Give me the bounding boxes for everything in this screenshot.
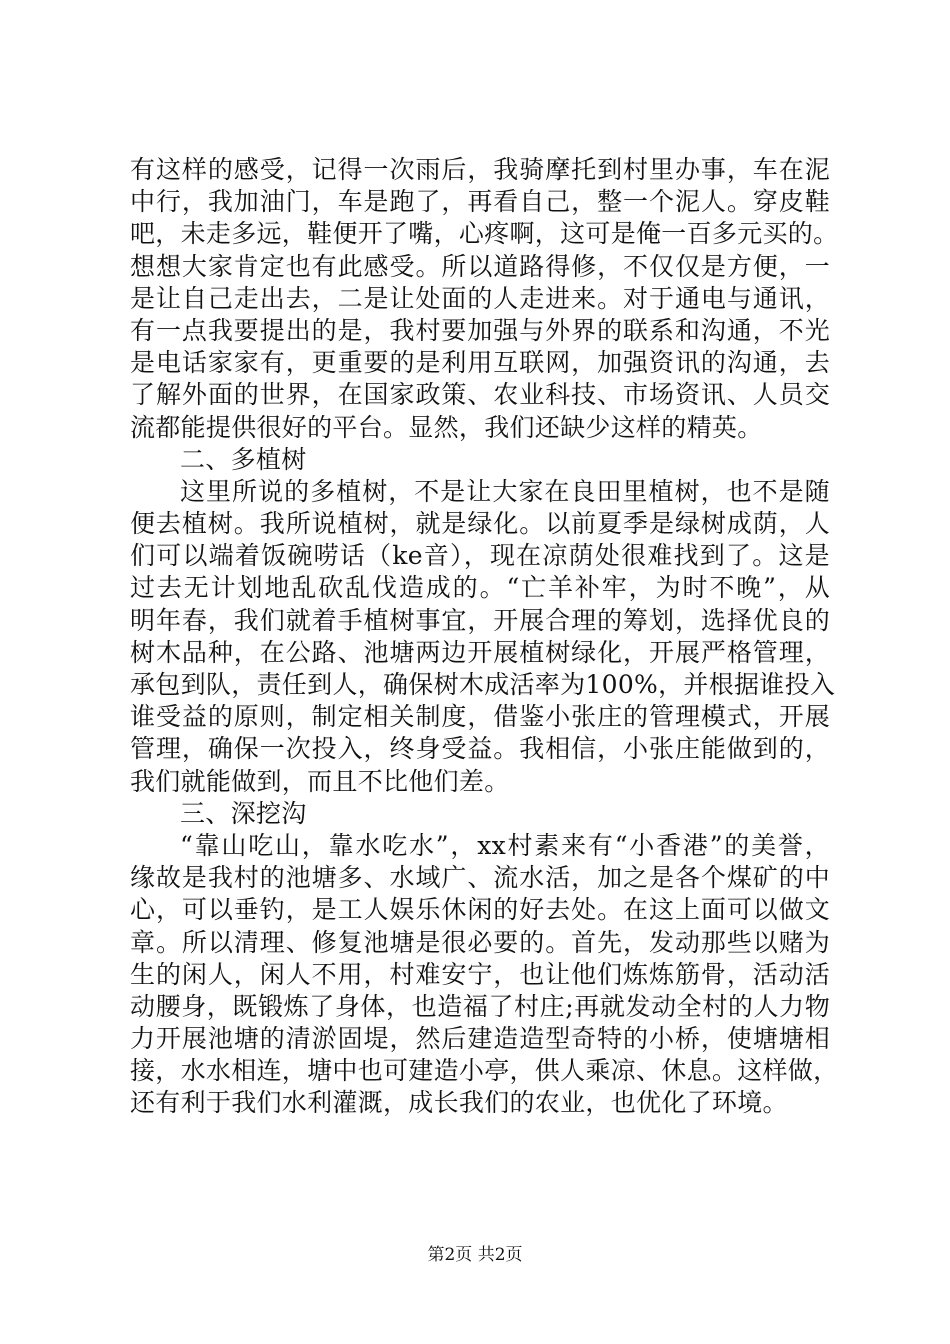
section-heading: 三、深挖沟 (180, 798, 307, 828)
text-line: 这里所说的多植树，不是让大家在良田里植树，也不是随 (180, 476, 830, 506)
text-line: 想想大家肯定也有此感受。所以道路得修，不仅仅是方便，一 (130, 251, 830, 281)
text-line: 我们就能做到，而且不比他们差。 (130, 766, 510, 796)
text-line: 管理，确保一次投入，终身受益。我相信，小张庄能做到的， (130, 734, 830, 764)
page-footer: 第2页 共2页 (427, 1245, 523, 1265)
text-line: 力开展池塘的清淤固堤，然后建造造型奇特的小桥，使塘塘相 (130, 1024, 830, 1054)
text-line: 有这样的感受，记得一次雨后，我骑摩托到村里办事，车在泥 (130, 155, 830, 184)
text-line: 是让自己走出去，二是让处面的人走进来。对于通电与通讯， (130, 283, 830, 313)
text-line: 树木品种，在公路、池塘两边开展植树绿化，开展严格管理， (130, 637, 830, 667)
text-line: 生的闲人，闲人不用，村难安宁，也让他们炼炼筋骨，活动活 (130, 959, 830, 989)
text-line: 中行，我加油门，车是跑了，再看自己，整一个泥人。穿皮鞋 (130, 187, 830, 217)
text-line: 便去植树。我所说植树，就是绿化。以前夏季是绿树成荫，人 (130, 509, 830, 539)
text-line: “靠山吃山，靠水吃水”，xx村素来有“小香港”的美誉， (180, 830, 830, 860)
text-line: 明年春，我们就着手植树事宜，开展合理的筹划，选择优良的 (130, 605, 830, 635)
body-text (130, 154, 839, 1120)
text-line: 章。所以清理、修复池塘是很必要的。首先，发动那些以赌为 (130, 927, 830, 957)
text-line: 谁受益的原则，制定相关制度，借鉴小张庄的管理模式，开展 (130, 702, 830, 732)
text-line: 流都能提供很好的平台。显然，我们还缺少这样的精英。 (130, 412, 763, 442)
section-heading: 二、多植树 (180, 444, 307, 474)
text-line: 承包到队，责任到人，确保树木成活率为100%，并根据谁投入 (130, 670, 836, 699)
text-line: 们可以端着饭碗唠话（ke音），现在凉荫处很难找到了。这是 (130, 541, 830, 571)
text-line: 缘故是我村的池塘多、水域广、流水活，加之是各个煤矿的中 (130, 863, 830, 893)
text-line: 了解外面的世界，在国家政策、农业科技、市场资讯、人员交 (130, 380, 830, 410)
text-line: 是电话家家有，更重要的是利用互联网，加强资讯的沟通，去 (130, 348, 830, 378)
text-line: 还有利于我们水利灌溉，成长我们的农业，也优化了环境。 (130, 1088, 788, 1118)
text-line: 吧，未走多远，鞋便开了嘴，心疼啊，这可是俺一百多元买的。 (130, 219, 839, 249)
text-line: 接，水水相连，塘中也可建造小亭，供人乘凉、休息。这样做， (130, 1056, 839, 1086)
text-line: 心，可以垂钓，是工人娱乐休闲的好去处。在这上面可以做文 (130, 895, 830, 925)
text-line: 过去无计划地乱砍乱伐造成的。“亡羊补牢，为时不晚”，从 (130, 573, 830, 603)
text-line: 动腰身，既锻炼了身体，也造福了村庄;再就发动全村的人力物 (130, 991, 830, 1021)
text-line: 有一点我要提出的是，我村要加强与外界的联系和沟通，不光 (130, 315, 830, 345)
